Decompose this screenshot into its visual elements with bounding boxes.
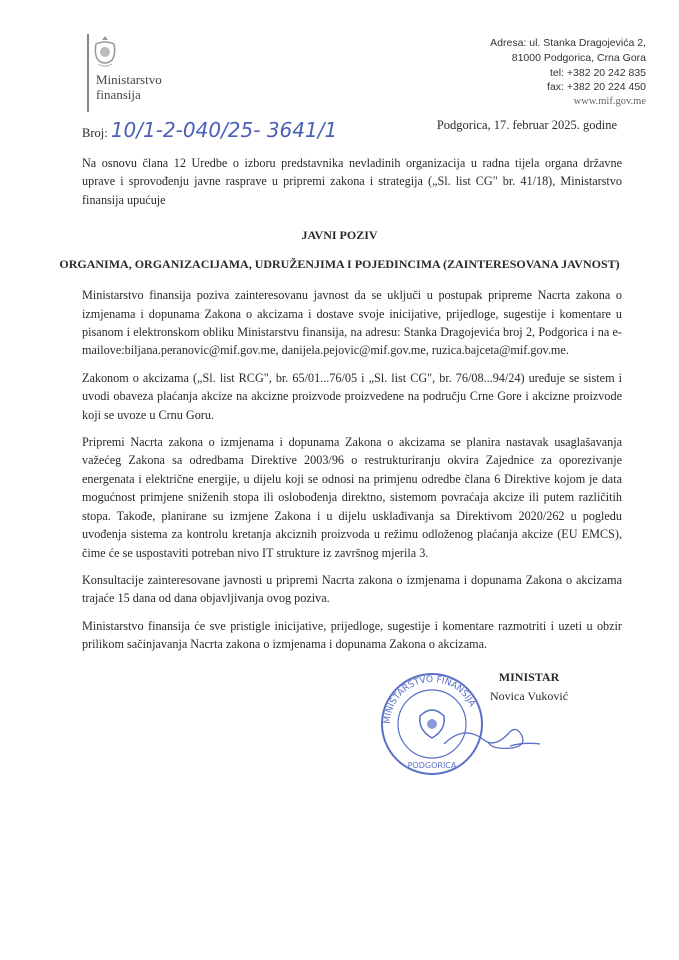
signature-area: [82, 668, 622, 798]
ministry-line-1: Ministarstvo: [96, 72, 162, 87]
signatory-role: MINISTAR: [498, 669, 560, 684]
broj-label: Broj:: [82, 126, 108, 140]
broj-handwritten: 10/1-2-040/25- 3641/1: [110, 118, 338, 142]
paragraph-3: Pripremi Nacrta zakona o izmjenama i dopunama Zakona o akcizama se planira nastavak usaglašavanja važećeg Zakona sa odredbama Direktive 2003/96 o restrukturiranju okvira Zajednice za oporezivanje energenata i električne energije, u dijelu koji se odnosi na primjenu odredbe člana 6 Direktive kojom je data mogućnost primjene sniženih stopa ili oslobođenja direktno, sistemom povraćaja akcize ili putem različitih stopa. Takođe, planirane su izmjene Zakona i u dijelu usklađivanja sa Direktivom 2020/262 u pogledu uvođenja sistema za kontrolu kretanja akciznih proizvoda u režimu odloženog plaćanja akcize (EU EMCS), čime će se uspostaviti potreban nivo IT strukture iz završnog mjerila 3.: [82, 435, 622, 560]
ministry-line-2: finansija: [96, 87, 141, 102]
document-title: JAVNI POZIV: [301, 228, 378, 243]
svg-text:MINISTARSTVO FINANSIJA: MINISTARSTVO FINANSIJA: [382, 674, 477, 724]
paragraph-4: Konsultacije zainteresovane javnosti u pripremi Nacrta zakona o izmjenama i dopunama Zakona o akcizama trajaće 15 dana od dana objavljivanja ovog poziva.: [82, 572, 622, 606]
document-subtitle: ORGANIMA, ORGANIZACIJAMA, UDRUŽENJIMA I POJEDINCIMA (ZAINTERESOVANA JAVNOST): [59, 257, 620, 272]
letter-body: [59, 154, 622, 798]
website: www.mif.gov.me: [573, 96, 646, 108]
email-separator: ,: [275, 343, 282, 358]
address-block: [490, 36, 646, 110]
document-date: Podgorica, 17. februar 2025. godine: [436, 118, 617, 132]
letterhead-divider: [87, 34, 89, 112]
paragraph-1-text: Ministarstvo finansija poziva zainteresovanu javnost da se uključi u postupak pripreme Nacrta zakona o izmjenama i dopunama Zakona o akcizama i dostave svoje inicijative, prijedloge, sugestije i komentare u pisanom i elektronskom obliku Ministarstvu finansija, na adresu: Stanka Dragojevića broj 2, Podgorica i na e-mailove:: [82, 288, 622, 358]
paragraph-1: [82, 286, 622, 360]
address-fax: fax: +382 20 224 450: [547, 81, 646, 94]
email-link-2[interactable]: danijela.pejovic@mif.gov.me: [281, 343, 426, 358]
svg-text:PODGORICA: PODGORICA: [407, 760, 457, 770]
signature-block: [490, 668, 568, 706]
address-street: Adresa: ul. Stanka Dragojevića 2,: [490, 37, 646, 49]
signatory-name: Novica Vuković: [490, 688, 569, 703]
paragraph-5: Ministarstvo finansija će sve pristigle inicijative, prijedloge, sugestije i komentare razmotriti i uzeti u obzir prilikom sačinjavanja Nacrta zakona o izmjenama i dopunama Zakona o akcizama.: [82, 618, 622, 652]
email-3: , ruzica.bajceta@mif.gov.me.: [425, 343, 569, 358]
handwritten-signature: [440, 716, 550, 756]
intro-paragraph: Na osnovu člana 12 Uredbe o izboru predstavnika nevladinih organizacija u radna tijela organa državne uprave i sprovođenju javne rasprave u pripremi zakona i strategija („Sl. list CG" br. 41/18), Ministarstvo finansija upućuje: [82, 156, 622, 207]
reference-number: [82, 118, 337, 142]
coat-of-arms-logo: [92, 34, 118, 70]
address-tel: tel: +382 20 242 835: [549, 66, 646, 79]
paragraph-2: Zakonom o akcizama („Sl. list RCG", br. 65/01...76/05 i „Sl. list CG", br. 76/08...94/24) uređuje se sistem i uvodi obaveza plaćanja akcize na akcizne proizvode proizvedene na području Crne Gore i akcizne proizvode koji se uvoze u Crnu Goru.: [82, 370, 622, 422]
address-city: 81000 Podgorica, Crna Gora: [511, 51, 646, 64]
email-link-1[interactable]: biljana.peranovic@mif.gov.me: [124, 343, 276, 358]
ministry-name: [96, 72, 162, 102]
